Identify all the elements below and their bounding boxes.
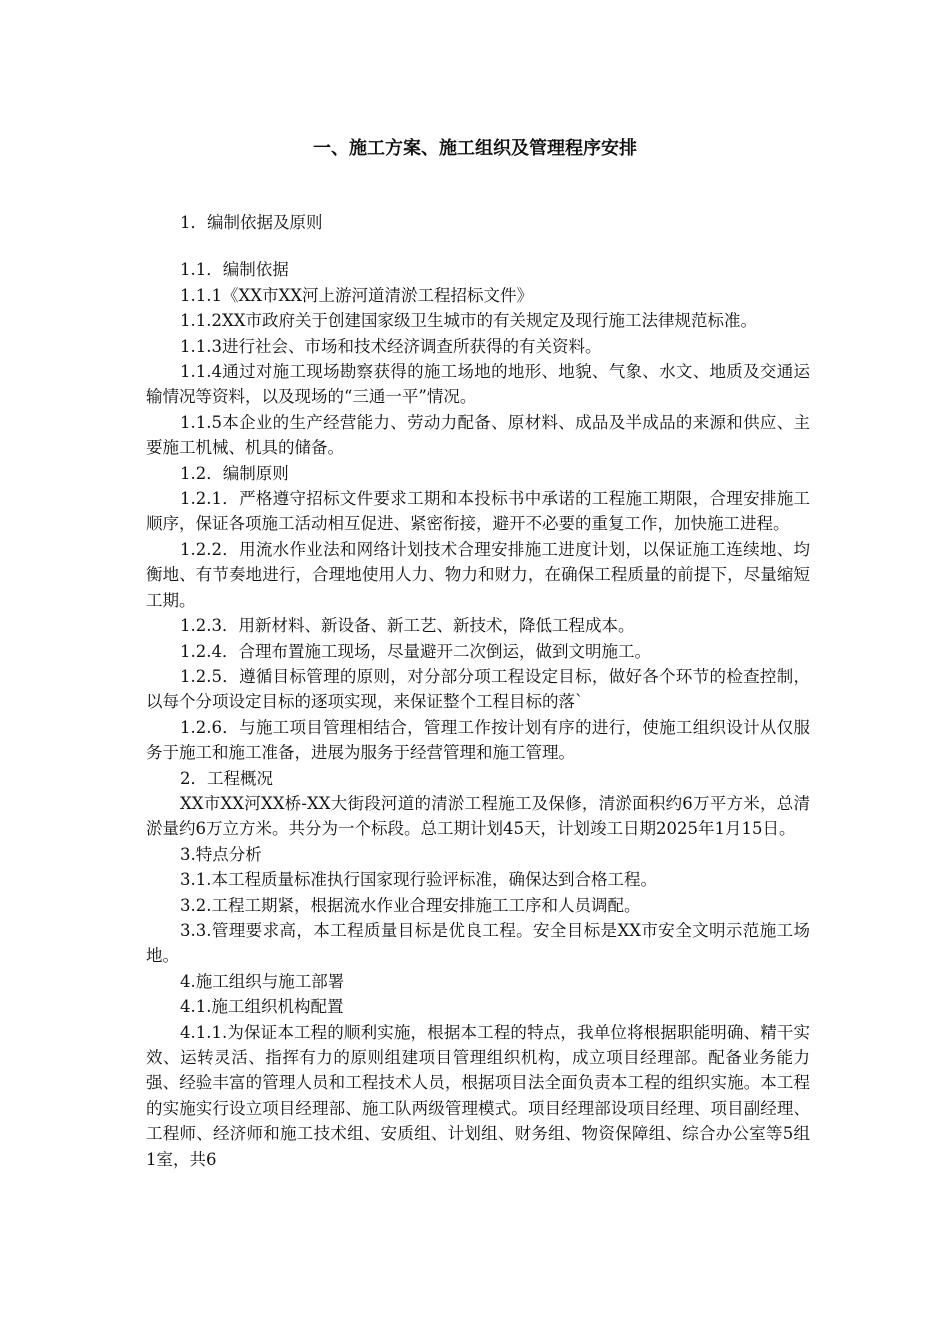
paragraph: 1.1.2XX市政府关于创建国家级卫生城市的有关规定及现行施工法律规范标准。	[180, 311, 757, 331]
subsection-heading: 1.1．编制依据	[180, 260, 289, 280]
paragraph: 1.2.3．用新材料、新设备、新工艺、新技术，降低工程成本。	[180, 616, 635, 636]
paragraph: 3.3.管理要求高，本工程质量目标是优良工程。安全目标是XX市安全文明示范施工场地。	[146, 920, 810, 966]
paragraph: 3.1.本工程质量标准执行国家现行验评标准，确保达到合格工程。	[180, 870, 657, 890]
paragraph: 1.2.5．遵循目标管理的原则，对分部分项工程设定目标，做好各个环节的检查控制，以每个分项设定目标的逐项实现，来保证整个工程目标的落`	[146, 666, 810, 712]
document-body	[146, 210, 810, 1172]
paragraph: 1.1.4通过对施工现场勘察获得的施工场地的地形、地貌、气象、水文、地质及交通运输情况等资料，以及现场的“三通一平”情况。	[146, 362, 810, 407]
section-heading: 3.特点分析	[180, 844, 262, 864]
subsection-heading: 1.2．编制原则	[180, 463, 289, 483]
paragraph: 1.2.4．合理布置施工现场，尽量避开二次倒运，做到文明施工。	[180, 641, 651, 661]
section-heading: 4.施工组织与施工部署	[180, 971, 345, 991]
paragraph: 1.1.3进行社会、市场和技术经济调查所获得的有关资料。	[180, 336, 602, 356]
paragraph: 1.2.1．严格遵守招标文件要求工期和本投标书中承诺的工程施工期限，合理安排施工顺序，保证各项施工活动相互促进、紧密衔接，避开不必要的重复工作，加快施工进程。	[146, 489, 810, 534]
paragraph: 4.1.1.为保证本工程的顺利实施，根据本工程的特点，我单位将根据职能明确、精干实效、运转灵活、指挥有力的原则组建项目管理组织机构，成立项目经理部。配备业务能力强、经验丰富的管理人员和工程技术人员，根据项目法全面负责本工程的组织实施。本工程的实施实行设立项目经理部、施工队两级管理模式。项目经理部设项目经理、项目副经理、工程师、经济师和施工技术组、安质组、计划组、财务组、物资保障组、综合办公室等5组1室，共6	[146, 1022, 810, 1169]
section-heading: 2．工程概况	[180, 768, 273, 788]
paragraph: 1.1.5本企业的生产经营能力、劳动力配备、原材料、成品及半成品的来源和供应、主要施工机械、机具的储备。	[146, 412, 810, 458]
subsection-heading: 4.1.施工组织机构配置	[180, 997, 344, 1017]
paragraph: 1.2.2．用流水作业法和网络计划技术合理安排施工进度计划，以保证施工连续地、均衡地、有节奏地进行，合理地使用人力、物力和财力，在确保工程质量的前提下，尽量缩短工期。	[146, 539, 810, 610]
section-heading: 1．编制依据及原则	[180, 213, 323, 232]
paragraph: 1.1.1《XX市XX河上游河道清淤工程招标文件》	[180, 285, 533, 305]
paragraph: XX市XX河XX桥-XX大街段河道的清淤工程施工及保修，清淤面积约6万平方米，总清淤量约6万立方米。共分为一个标段。总工期计划45天，计划竣工日期2025年1月15日。	[146, 793, 810, 839]
document-title: 一、施工方案、施工组织及管理程序安排	[313, 138, 637, 159]
paragraph: 1.2.6．与施工项目管理相结合，管理工作按计划有序的进行，使施工组织设计从仅服务于施工和施工准备，进展为服务于经营管理和施工管理。	[146, 717, 810, 763]
paragraph: 3.2.工程工期紧，根据流水作业合理安排施工工序和人员调配。	[180, 895, 641, 915]
